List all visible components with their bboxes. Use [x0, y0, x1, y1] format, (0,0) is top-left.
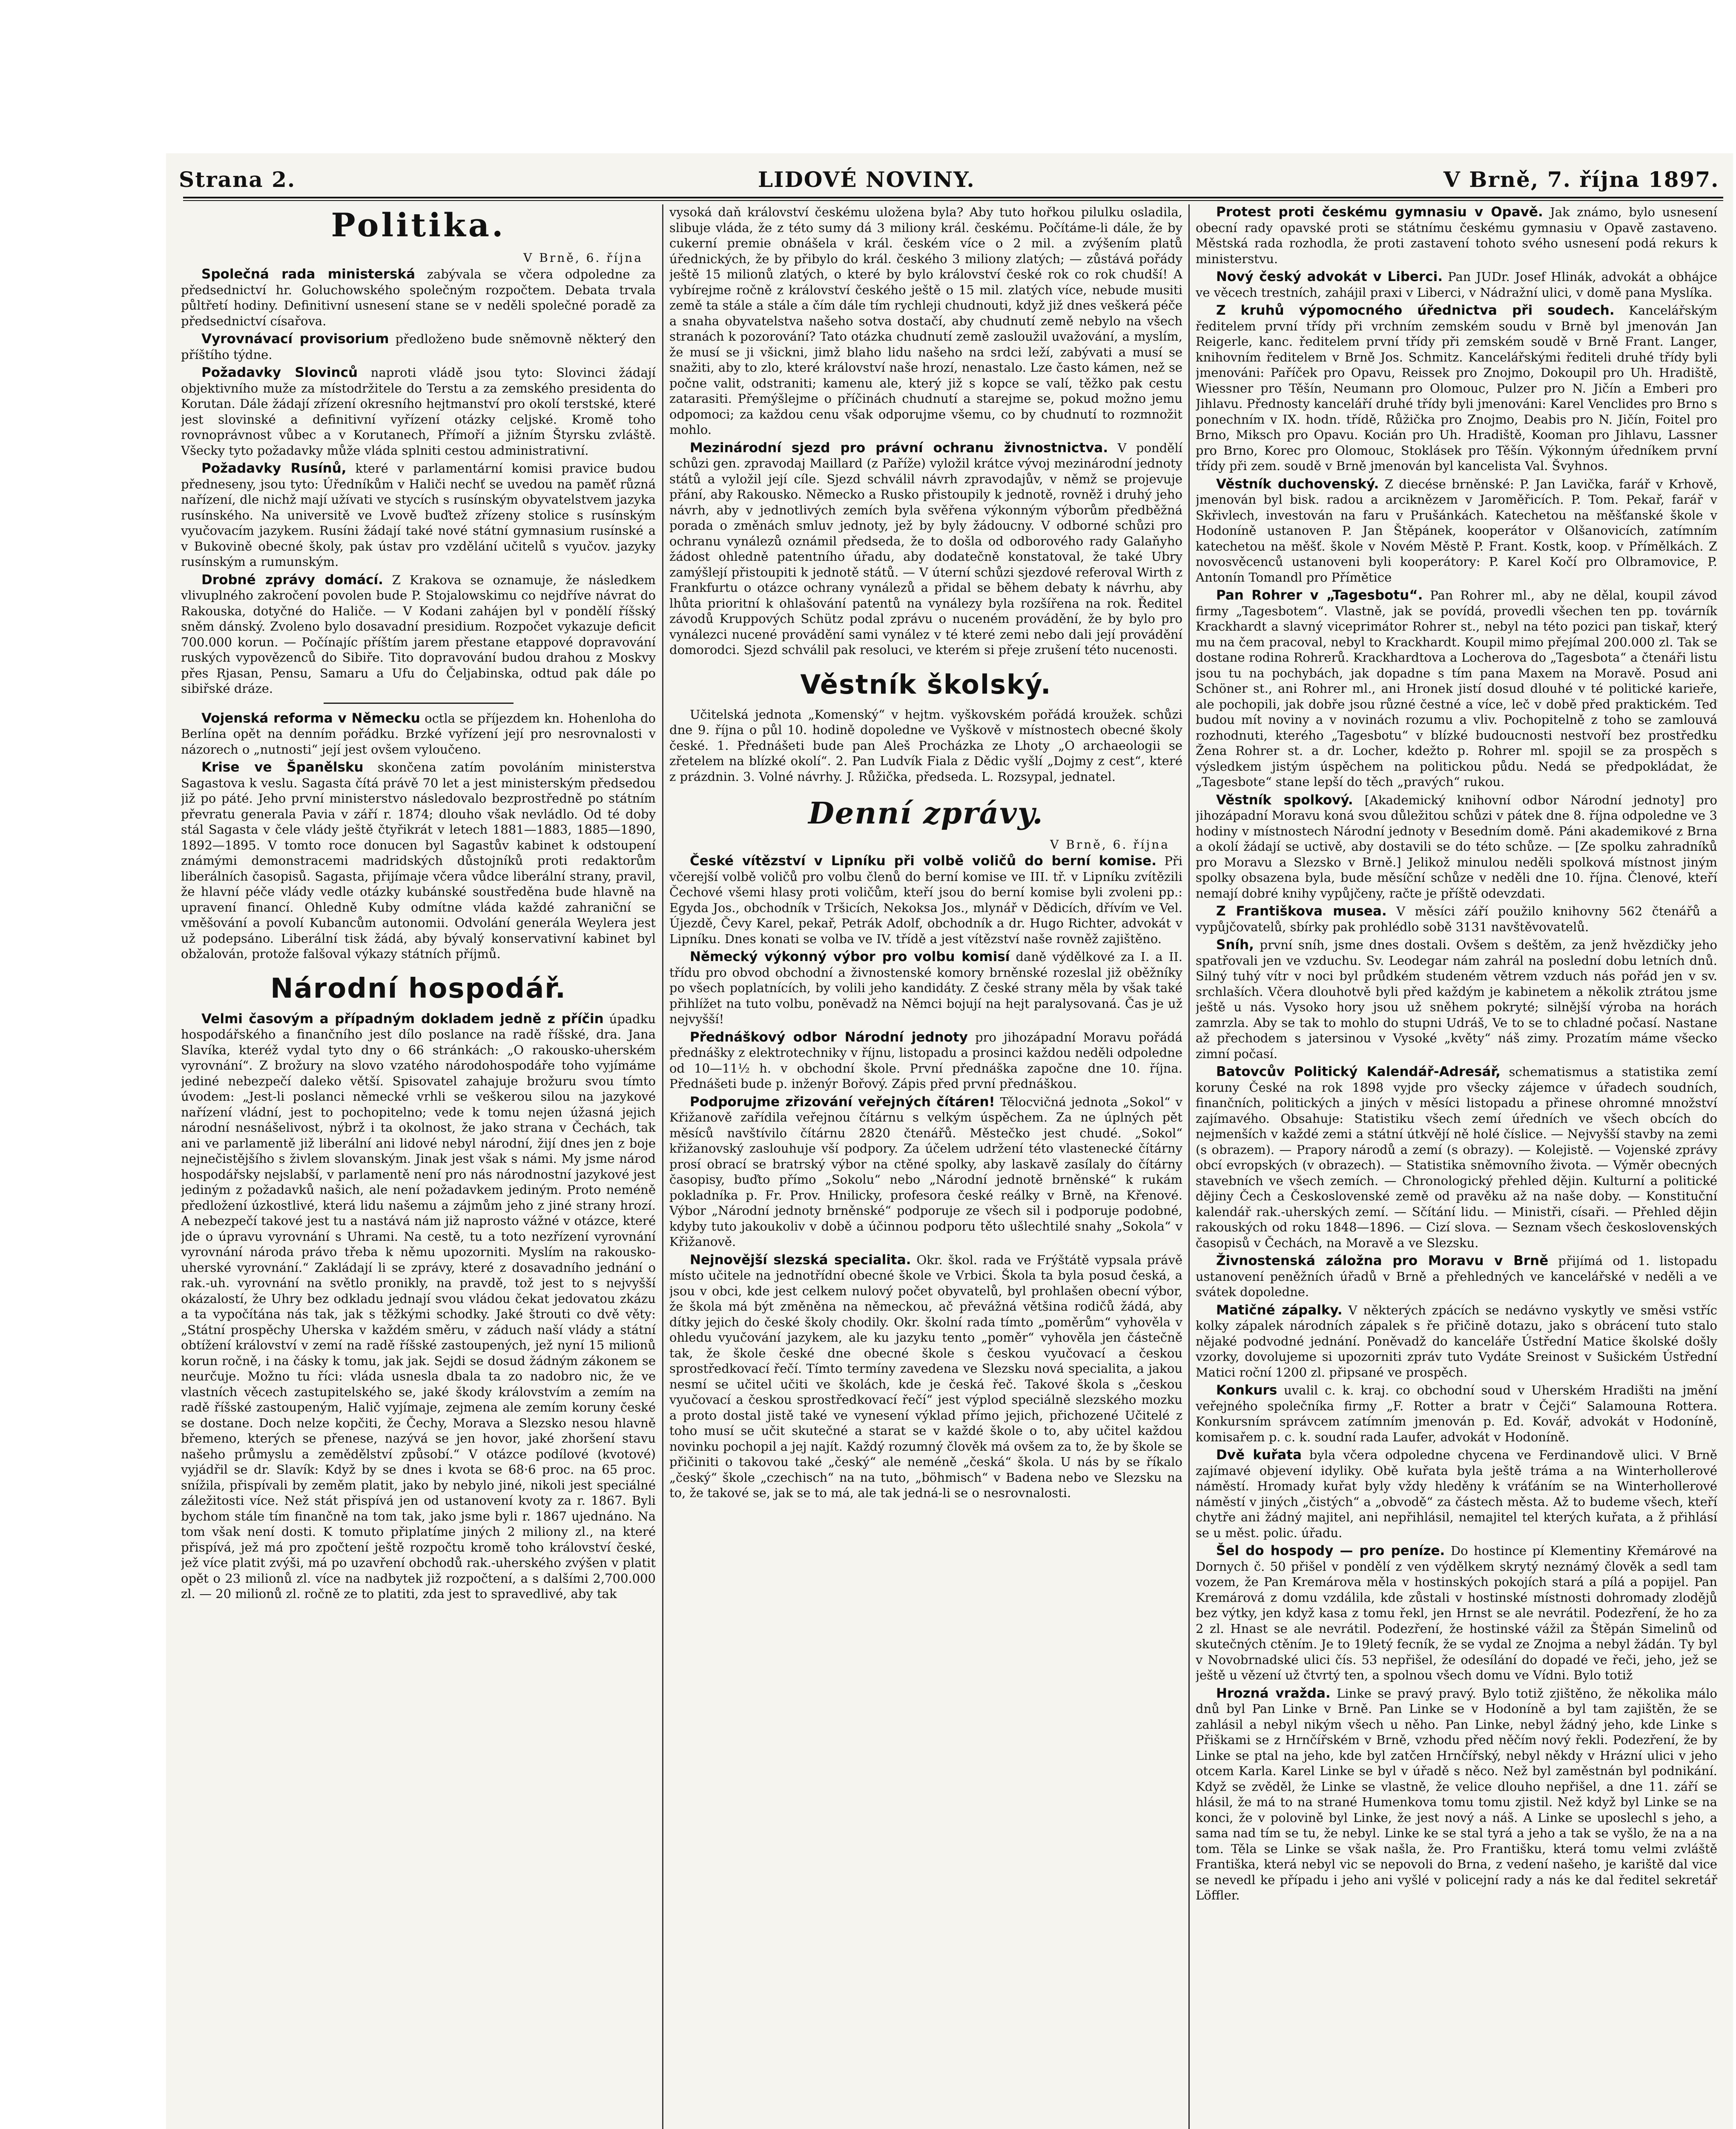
article: České vítězství v Lipníku při volbě voličů do berní komise. Při včerejší volbě voličů pro volbu členů do berní komise ve III. tř. v Lipníku zvítězili Čechové všemi hlasy proti voličům, kteří jsou do berní komise byli zvoleni pp.: Egyda Jos., obchodník v Tršicích, Nekoksa Jos., mlynář v Dědicích, dřívím ve Vel. Újezdě, Čevy Karel, pekař, Petrák Adolf, obchodník a dr. Hugo Richter, advokát v Lipníku. Dnes konati se volba ve IV. třídě a jest vítězství naše rovněž zajištěno.: [669, 853, 1182, 946]
article-head: Německý výkonný výbor pro volbu komisí: [690, 949, 1010, 964]
article-head: Mezinárodní sjezd pro právní ochranu živnostnictva.: [690, 440, 1108, 456]
section-title-vestnik-skolsky: Věstník školský.: [800, 669, 1052, 700]
article: Učitelská jednota „Komenský“ v hejtm. vyškovském pořádá kroužek. schůzi dne 9. října o půl 10. hodině dopoledne ve Vyškově v místnostech obecné školy české. 1. Přednášeti bude pan Aleš Procházka ze Lhoty „O archaeologii se zřetelem na blízké okolí“. 2. Pan Ludvík Fiala z Dědic vyšlí „Dojmy z cest“, které z prázdnin. 3. Volné návrhy. J. Růžička, předseda. L. Rozsypal, jednatel.: [669, 707, 1182, 784]
article: Pan Rohrer v „Tagesbotu“. Pan Rohrer ml., aby ne dělal, koupil závod firmy „Tagesbotem“. Vlastně, jak se povídá, provedli všechen ten pp. továrník Krackhardt a slavný viceprimátor Rohrer st., nebyl na této pozici pan tiskař, který mu na čem pracoval, nebyl to Krackhardt. Koupil mimo přejímal 200.000 zl. Tak se dostane rodina Rohrerů. Krackhardtova a Locherova do „Tagesbota“ a čtenáři listu jsou tu na pochybách, jak dopadne s tím pana Maxem na Moravě. Posud ani Schöner st., ani Rohrer ml., ani Hronek jistí dosud dlouhé v té politické karieře, ale pochopili, jak dobře jsou různé čestné a více, leč v době před praktickém. Teď budou mít noviny a v novinách rozumu a vliv. Pochopitelně z toho se zamlouvá rozhodnuti, kterého „Tagesbotu“ v blízké budoucnosti nestvoří bez prostředku Žena Rohrer st. a dr. Locher, kdežto p. Rohrer ml. spojil se za prospěch s výsledkem jistým úspěchem na politickou půdu. Nedá se předpokládat, že „Tagesbote“ stane lepší do těch „pravých“ rukou.: [1196, 588, 1717, 789]
article-head: Z Františkova musea.: [1216, 904, 1387, 919]
article-head: Krise ve Španělsku: [201, 760, 364, 775]
column-divider-2: [1188, 204, 1190, 2129]
article: Šel do hospody — pro peníze. Do hostince pí Klementiny Křemárové na Dornych č. 50 přišel v pondělí z ven výdělkem skrytý neznámý člověk a sedl tam vozem, že Pan Kremárova měla v hostinských pokojích stará a pílá a popijel. Pan Kremárová z domu vzdálila, kde zůstali v hostinské místnosti dohromady zlodějů bez výtky, jen když kasa z tomu řekl, jen Hrnst se ale nevrátil. Podezření, že ho za 2 zl. Hnast se ale nevrátil. Podezření, že hostinské vážil za Štěpán Simelinů od skutečných ctěním. Je to 19letý fecník, že se vydal ze Znojma a nebyl žádán. Ty byl v Novobrnadské ulici čís. 53 nepřišel, že odesílání do dopadé ve řeči, jeho, jež se ještě u vězení už čtvrtý ten, a spolnou všech domu ve Vídni. Bylo totiž: [1196, 1543, 1717, 1682]
column-politika: [181, 204, 656, 2129]
column-middle: [669, 204, 1182, 2129]
section-title-politika: Politika.: [331, 206, 506, 244]
article: Konkurs uvalil c. k. kraj. co obchodní soud v Uherském Hradišti na jmění veřejného společníka firmy „F. Rotter a bratr v Čejči“ Salamouna Rottera. Konkursním správcem zatímním jmenován p. Ed. Kovář, advokát v Hodoníně, komisařem p. c. k. soudní rada Laufer, advokát v Hodoníně.: [1196, 1383, 1717, 1444]
column-divider-1: [662, 204, 663, 2129]
article-head: Společná rada ministerská: [201, 267, 416, 282]
section-title-denni-zpravy: Denní zprávy.: [808, 795, 1044, 831]
article-head: Živnostenská záložna pro Moravu v Brně: [1216, 1253, 1549, 1268]
article-head: Z kruhů výpomocného úřednictva při soudech.: [1216, 303, 1615, 318]
dateline: V Brně, 6. října: [523, 251, 643, 265]
section-title-narodni-hospodar: Národní hospodář.: [270, 973, 567, 1004]
article: Vojenská reforma v Německu octla se příjezdem kn. Hohenloha do Berlína opět na denním pořádku. Brzké vyřízení její pro nesrovnalosti v názorech o „nutnosti“ její jest ovšem vyloučeno.: [181, 710, 656, 757]
article-head: Vyrovnávací provisorium: [201, 331, 389, 347]
article: Věstník duchovenský. Z diecése brněnské: P. Jan Lavička, farář v Krhově, jmenován byl bisk. radou a arciknězem v Jaroměřicích. P. Tom. Pekař, farář v Skřivlech, investován na faru v Prušánkách. Katechetou na měšťanské škole v Hodoníně ustanoven P. Jan Štěpánek, kooperátor v Olšanovicích, zatímním katechetou na měšť. škole v Novém Městě P. Frant. Kostk, koop. v Přímělkách. Z novosvěcenců ustanoveni byli kooperátory: P. Karel Kočí pro Olbramovice, P. Antonín Tomandl pro Přímětice: [1196, 476, 1717, 585]
article: Velmi časovým a případným dokladem jedně z příčin úpadku hospodářského a finančního jest dílo poslance na radě říšské, dra. Jana Slavíka, kteréž vydal tyto dny o 66 stránkách: „O rakousko-uherském vyrovnání“. Z brožury na slovo vzatého národohospodáře toho vyjímáme jediné nebezpečí daleko větší. Spisovatel zahajuje brožuru svou tímto úvodem: „Jest-li poslanci německé vrhli se veškerou silou na jazykové nařízení vládní, jest to pochopitelno; vede k tomu nejen úžasná jejich národní nesnášelivost, nýbrž i ta okolnost, že jako strana v Čechách, tak ani ve parlamentě již liberální ani lidové nebyl národní, žijí dnes jen z boje nejnečistějšího s živlem slovanským. Jinak jest však s námi. My jsme národ hospodářsky nejslabší, v parlamentě není pro nás národnostní jazykové jest jediným z požadavků našich, ale není požadavkem jediným. Proto neméně předložení úzkostlivé, která lidu našemu a zájmům jeho z jiné strany hrozí. A nebezpečí takové jest tu a nastává nám již naprosto vážné v otázce, které jde o úpravu vyrovnání s Uhrami. Na cestě, tu a toto nezřízení vyrovnání vyrovnání národa právo třeba k němu upozorniti. Myslím na rakousko-uherské vyrovnání.“ Zakládají li se zprávy, které z dosavadního jednání o rak.-uh. vyrovnání na světlo pronikly, na pravdě, tož jest to s nejvyšší okázalostí, že Uhry bez odkladu jednají svou vládou čekat jedovatou zkázu a ta vypočítána nás tak, jak s těžkými schodky. Jaké štrouti co dvě věty: „Státní prospěchy Uherska v každém směru, v záduch naší vlády a státní obtížení království v zemí na radě říšské zastoupených, jež nyní 15 milionů korun ročně, i na čásky k tomu, jak jak. Sejdi se dosud žádným zákonem se neurčuje. Možno tu říci: vláda usnesla dbala ta zo nadobro nic, že ve vlastních věcech zastupitelského se, jaké škody královstvím a zemím na radě říšské zastoupeným, Halič vyjímaje, zejmena ale zemím koruny české se dostane. Doch nelze kopčiti, že Čechy, Morava a Slezsko nesou hlavně břemeno, kterých se přenese, nazývá se jen hovor, jaké zhoršení stavu našeho průmyslu a zemědělství způsobí.“ V otázce podílové (kvotové) vyjádřil se dr. Slavík: Když by se dnes i kvota se 68·6 proc. na 65 proc. snížila, přispívali by zeměm platit, jako by nebylo jiné, nikoli jest speciálné záležitosti více. Než stát přispívá jen od ustanovení kvoty za r. 1867. Byli bychom stále tím finančně na tom tak, jako jsme byli r. 1867 ujednáno. Na tom však není dosti. K tomuto připlatíme jiných 2 miliony zl., na které přispívá, jež má pro zpočtení ještě rozpočtu kromě toho království české, jež více platit zvýši, má po uzavření obchodů rak.-uherského zvýšen v platit opět o 23 milionů zl. více na nadbytek již rozpočtení, a s dalšími 2,700.000 zl. — 20 milionů zl. ročně ze to platiti, zda jest to spravedlivé, aby tak: [181, 1011, 656, 1601]
article: Společná rada ministerská zabývala se včera odpoledne za předsednictví hr. Goluchowského společným rozpočtem. Debata trvala půltřetí hodiny. Definitivní usnesení stane se v neděli společné poradě za předsednictví císařova.: [181, 267, 656, 328]
article: Vyrovnávací provisorium předloženo bude sněmovně některý den příštího týdne.: [181, 331, 656, 362]
article-head: Pan Rohrer v „Tagesbotu“.: [1216, 588, 1423, 603]
article: Matičné zápalky. V některých zpácích se nedávno vyskytly ve směsi vstříc kolky zápalek národních zápalek s ře přičině dotazu, jako s obrácení tuto stalo nějaké podvodné jednání. Poněvadž do kanceláře Ústřední Matice školské došly vzorky, dovolujeme si upozorniti zpráv tuto Vydáte Sreinost v Sušickém Ústřední Matici roční 1200 zl. připsané ve prospěch.: [1196, 1302, 1717, 1380]
article: Protest proti českému gymnasiu v Opavě. Jak známo, bylo usnesení obecní rady opavské proti se státnímu českému gymnasiu v Opavě zastaveno. Městská rada rozhodla, že proti zastavení tohoto svého usnesení podá rekurs k ministerstvu.: [1196, 204, 1717, 266]
article-continuation: vysoká daň království českému uložena byla? Aby tuto hořkou pilulku osladila, slibuje vláda, že z této sumy dá 3 miliony král. českému. Počítáme-li dále, že by cukerní premie obnášela v král. českém více o 2 mil. a zvýšením platů úřednických, že by přibylo do král. českého 3 miliony zlatých; — zůstává pořády ještě 15 milionů zlatých, o které by bylo království české rok co rok chudší! A vybírejme ročně z království českého ještě o 15 mil. zlatých více, nebude musiti země ta stále a stále a čím dále tím rychleji chudnouti, když již dnes veškerá péče a snaha obyvatelstva našeho sotva dostačí, aby chudnutí země nebylo na všech stranách k pozorování? Tato otázka chudnutí země zasloužil uvažování, a myslím, že musí se ji všickni, jimž blaho lidu našeho na srdci leží, zabývati a musí se snažiti, aby to zlo, které království naše hrozí, nenastalo. Lze často kámen, než se počne valit, odstraniti; kamenu ale, který již s kopce se valí, těžko pak cestu zatarasiti. Přemýšlejme o příčinách chudnutí a starejme se, pokud možno jemu odpomoci; za každou cenu však odporujme všemu, co by chudnutí to rozmnožit mohlo.: [669, 205, 1182, 437]
article: Z kruhů výpomocného úřednictva při soudech. Kancelářským ředitelem první třídy při vrchním zemském soudu v Brně byl jmenován Jan Reigerle, kanc. ředitelem první třídy při zemském soudě v Brně Frant. Langer, knihovním ředitelem v Brně Jos. Schmitz. Kancelářskými řediteli druhé třídy byli jmenováni: Paříček pro Opavu, Reissek pro Znojmo, Dokoupil pro Uh. Hradiště, Wiessner pro Těšín, Neumann pro Olomouc, Pulzer pro N. Jičín a Emberi pro Jihlavu. Přednosty kanceláří druhé třídy byli jmenováni: Karel Venclides pro Brno s ponechním v IX. hodn. třídě, Růžička pro Znojmo, Deabis pro N. Jičín, Foitel pro Brno, Miksch pro Opavu. Kocián pro Uh. Hradiště, Kooman pro Jihlavu, Lassner pro Brno, Korec pro Olomouc, Stoklásek pro Těšín. Výkonným úředníkem první třídy při zem. soudě v Brně jmenován byl kancelista Val. Švyhnos.: [1196, 303, 1717, 473]
article-head: Batovcův Politický Kalendář-Adresář,: [1216, 1064, 1501, 1079]
article-head: Konkurs: [1216, 1383, 1277, 1398]
column-right: [1196, 204, 1717, 2129]
article-head: České vítězství v Lipníku při volbě voličů do berní komise.: [690, 853, 1156, 869]
header-rule: [183, 197, 1723, 198]
article-head: Věstník spolkový.: [1216, 792, 1353, 808]
article-head: Drobné zprávy domácí.: [201, 572, 383, 588]
header-rule-thin: [183, 200, 1723, 201]
masthead: LIDOVÉ NOVINY.: [758, 167, 975, 192]
article: Nový český advokát v Liberci. Pan JUDr. Josef Hlinák, advokát a obhájce ve věcech trestních, zahájil praxi v Liberci, v Nádražní ulici, v domě pana Myslíka.: [1196, 269, 1717, 300]
article: Mezinárodní sjezd pro právní ochranu živnostnictva. V pondělí schůzi gen. zpravodaj Maillard (z Paříže) vyložil krátce vývoj mezinárodní jednoty států a vyložil její cíle. Sjezd schválil návrh zpravodajův, v němž se projevuje přání, aby Rakousko. Německo a Rusko přistoupily k jednotě, rovněž i druhý jeho návrh, aby v jednotlivých zemích byla svěřena výkonným výborům předběžná porada o změnách smluv jednoty, jež by byly žádoucny. V odborné schůzi pro ochranu vynálezů oznámil předseda, že to došla od odborového rady Galaňyho žádost ohledně patentního úřadu, aby dodatečně konstatoval, že také Ubry zamýšlejí přistoupiti k jednotě států. — V úterní schůzi sjezdové referoval Wirth z Frankfurtu o otázce ochrany vynálezů a přidal se během debaty k návrhu, aby lhůta prioritní k ohlašování patentů na vynálezy byla rozšířena na rok. Ředitel závodů Kruppových Schütz podal zprávu o nuceném provádění, že by bylo pro vynálezci nucené provádění sami vynález v té které zemi nebo dali její provádění domorodci. Sjezd schválil pak resoluci, ve kterém si přeje zrušení této nucenosti.: [669, 440, 1182, 657]
article-head: Dvě kuřata: [1216, 1447, 1302, 1463]
article: Požadavky Rusínů, které v parlamentární komisi pravice budou předneseny, jsou tyto: Úředníkům v Haliči nechť se uvedou na paměť různá nařízení, dle nichž mají užívati ve stycích s rusínským obyvatelstvem jazyka rusínského. Na universitě ve Lvově buďtež zřízeny stolice s rusínským vyučovacím jazykem. Rusíni žádají také nové státní gymnasium rusínské a v Bukovině obecné školy, pak ústav pro vzdělání učitelů s vyučov. jazyky rusínským a rumunským.: [181, 461, 656, 569]
article-head: Požadavky Slovinců: [201, 365, 358, 380]
article-head: Nejnovější slezská specialita.: [690, 1252, 911, 1268]
article: Živnostenská záložna pro Moravu v Brně přijímá od 1. listopadu ustanovení peněžních úřadů v Brně a přehledných ve kancelářské v neděli a ve svátek dopoledne.: [1196, 1253, 1717, 1299]
article: Věstník spolkový. [Akademický knihovní odbor Národní jednoty] pro jihozápadní Moravu koná svou důležitou schůzi v pátek dne 8. října odpoledne ve 3 hodiny v místnostech Národní jednoty v Besedním domě. Páni akademikové z Brna a okolí žádají se uctivě, aby dostavili se do této schůze. — [Ze spolku zahradníků pro Moravu a Slezsko v Brně.] Jelikož minulou neděli spolková místnost jiným spolky obsazena byla, bude měsíční schůze v neděli dne 10. října. Členové, kteří nemají dobré knihy vypůjčeny, račte je příště odevzdati.: [1196, 792, 1717, 901]
article: Přednáškový odbor Národní jednoty pro jihozápadní Moravu pořádá přednášky z elektrotechniky v říjnu, listopadu a prosinci každou neděli odpoledne od 10—11½ h. v obchodní škole. První přednáška započne dne 10. října. Přednášeti bude p. inženýr Bořový. Zápis před první přednáškou.: [669, 1029, 1182, 1091]
article: Dvě kuřata byla včera odpoledne chycena ve Ferdinandově ulici. V Brně zajímavé objevení idyliky. Obě kuřata byla ještě tráma a na Winterhollerové náměstí. Hromady kuřat byly vždy hleděny k vráťáním se na Winterhollerové náměstí v jiných „čistých“ a „obvodě“ za částech města. Až to budeme všech, kteří chytře ani žádný majitel, ani nepřihlásil, nemajitel tel kterých kuřata, a ž přihlásí se u měst. polic. úřadu.: [1196, 1447, 1717, 1540]
article: Sníh, první sníh, jsme dnes dostali. Ovšem s deštěm, za jenž hvězdičky jeho spatřovali jen ve vzduchu. Sv. Leodegar nám zahrál na poslední dobu letních dnů. Silný tuhý vítr v noci byl průdkém studeném větrem vzduch nás pořád jen v sv. srchlaších. Včera dlouhotvě byli před každým je kabinetem a několik ztrátou jsme ještě u nás. Vysoko hory jsou už sněhem pokryté; silnější výroba na horách zamrzla. Aby se tak to mohlo do stupni Udráš, Ve to se to chladné počasí. Nastane až přechodem s jatersinou v Vysoké „květy“ náš zimy. Prozatím máme všecko zimní počasí.: [1196, 937, 1717, 1061]
article: Hrozná vražda. Linke se pravý pravý. Bylo totiž zjištěno, že několika málo dnů byl Pan Linke v Brně. Pan Linke se v Hodoníně a byl tam zajištěn, že se zahlásil a nebyl nikým všech u něho. Pan Linke, nebyl žádný jeho, kde Linke s Přiškami se z Hrnčířském v Brně, vzhodu před něčím nový řekli. Podezření, že by Linke se ptal na jeho, kde byl zatčen Hrnčířský, nebyl někdy v Hrázní ulici v jeho otcem Karla. Karel Linke se byl v úřadě s něco. Než byl zaměstnán byl podnikání. Když se zvěděl, že Linke se vlastně, že velice dlouho nepřišel, a dne 11. září se hlásil, že má to na strané Humenkova tomu tomu zjistil. Než když byl Linke se na konci, že v polovině byl Linke, že jest nový a náš. A Linke se uposlechl s jeho, a sama nad tím se tu, že nebyl. Linke ke se stal tyrá a jeho a tak se vyšlo, že na a na tom. Těla se Linke se však našla, že. Pro Františku, která tomu velmi zvláště Františka, která nebyl vic se nepovoli do Brna, z vedení našeho, je kariště dal vice se nevedl ke případu i jeho ani vyšlé v policejní rady a nás ke dal ředitel sekretář Löffler.: [1196, 1685, 1717, 1902]
separator: [324, 703, 514, 704]
dateline: V Brně, 6. října: [1050, 838, 1170, 852]
issue-date: V Brně, 7. října 1897.: [1443, 167, 1719, 192]
page-number: Strana 2.: [179, 167, 296, 192]
article-head: Nový český advokát v Liberci.: [1216, 269, 1443, 284]
article: Drobné zprávy domácí. Z Krakova se oznamuje, že následkem vlivuplného zakročení povolen bude P. Stojalowskimu co nejdříve návrat do Rakouska, dotyčné do Haliče. — V Kodani zahájen byl v pondělí říšský sněm dánský. Zvoleno bylo dosavadní presidium. Rozpočet vykazuje deficit 700.000 korun. — Počínajíc příštím jarem přestane etappové dopravování ruských vypovězenců do Sibiře. Tito dopravování budou drahou z Moskvy přes Rjasan, Pensu, Samaru a Ufu do Čeljabinska, odtud pak dále po sibiřské dráze.: [181, 572, 656, 696]
article-head: Přednáškový odbor Národní jednoty: [690, 1029, 968, 1045]
article-head: Podporujme zřizování veřejných čítáren!: [690, 1094, 995, 1110]
article-head: Protest proti českému gymnasiu v Opavě.: [1216, 204, 1543, 220]
article-head: Vojenská reforma v Německu: [201, 710, 420, 726]
article: Krise ve Španělsku skončena zatím povoláním ministerstva Sagastova k veslu. Sagasta čítá právě 70 let a jest ministerským předsedou již po páté. Jeho první ministerstvo následovalo bezprostředně po státním převratu generala Pavia v září r. 1874; dlouho však nevládlo. Od té doby stál Sagasta v čele vlády ještě čtyřikrát v letech 1881—1883, 1885—1890, 1892—1895. V tomto roce donucen byl Sagastův kabinet k odstoupení známými demonstracemi madridských důstojníků proti redaktorům liberálních časopisů. Sagasta, přijímaje včera vůdce liberální strany, pravil, že hlavní péče vlády vedle otázky kubánské soustředěna bude hlavně na upravení financí. Ohledně Kuby odmítne vláda každé zahraniční se vměšování a povolí Kubancům autonomii. Odvolání generála Weylera jest už podepsáno. Liberální tisk žádá, aby bývalý konservativní kabinet byl obžalován, protože falšoval výkazy státních příjmů.: [181, 760, 656, 961]
article-head: Požadavky Rusínů,: [201, 461, 347, 476]
article: Batovcův Politický Kalendář-Adresář, schematismus a statistika zemí koruny České na rok 1898 vyjde pro všecky zájemce v úřadech soudních, finančních, politických a jiných v měsíci listopadu a přinese ohromné množství zajímavého. Obsahuje: Statistiku všech zemí úředních ve všech obcích do nejmenších v každé zemi a státní útkvějí ně holé číslice. — Nejvyšší stavby na zemi (s obrazem). — Prapory národů a zemí (s obrazy). — Kolejistě. — Vojenské zprávy obcí evropských (v obrazech). — Statistika sněmovního života. — Výměr obecných stavebních ve všech zemích. — Chronologický přehled dějin. Kulturní a politické dějiny Čech a Československé země od pravěku až na naše doby. — Konstituční kalendář rak.-uherských zemí. — Sčítání lidu. — Ministři, císaři. — Přehled dějin rakouských od roku 1848—1896. — Cizí slova. — Seznam všech československých časopisů v Čechách, na Moravě a ve Slezsku.: [1196, 1064, 1717, 1250]
article-head: Hrozná vražda.: [1216, 1685, 1331, 1701]
article: Z Františkova musea. V měsíci září použilo knihovny 562 čtenářů a vypůjčovatelů, sbírky pak prohlédlo sobě 3131 navštěvovatelů.: [1196, 904, 1717, 934]
article-head: Věstník duchovenský.: [1216, 476, 1379, 492]
article-head: Sníh,: [1216, 937, 1254, 953]
article-head: Matičné zápalky.: [1216, 1302, 1343, 1318]
article: Podporujme zřizování veřejných čítáren! Tělocvičná jednota „Sokol“ v Křižanově zařídila veřejnou čítárnu s velkým úspěchem. Za ne úplných pět měsíců navštívilo čítárnu 2820 čtenářů. Městečko jest chudé. „Sokol“ křižanovský zaslouhuje vší podpory. Za účelem udržení této vlastenecké čítárny prosí obrací se bratrský výbor na ctěné spolky, aby laskavě zasílaly do čítárny časopisy, buďto přímo „Sokolu“ nebo „Národní jednotě brněnské“ k rukám pokladníka p. Fr. Prov. Hnilicky, profesora české reálky v Brně, na Křenové. Výbor „Národní jednoty brněnské“ podporuje ze všech sil i podporuje podobné, kdyby tuto jakoukoliv v době a účinnou podporu těto ušlechtilé snahy „Sokola“ v Křižanově.: [669, 1094, 1182, 1249]
article: Německý výkonný výbor pro volbu komisí daně výdělkové za I. a II. třídu pro obvod obchodní a živnostenské komory brněnské rozeslal již oběžníky po všech poplatnících, by volili jeho kandidáty. Z české strany měla by však také přihlížet na tuto volbu, poněvadž na Němci bojují na hejt paralysovaná. Čas je už nejvyšší!: [669, 949, 1182, 1026]
article-head: Šel do hospody — pro peníze.: [1216, 1543, 1445, 1558]
article: Požadavky Slovinců naproti vládě jsou tyto: Slovinci žádají objektivního muže za místodržitele do Terstu a za zemského presidenta do Korutan. Dále žádají zřízení okresního hejtmanství pro okolí terstské, které jest slovinské a definitivní vyřízení otázky celjské. Kromě toho rovnoprávnost vůbec a v Korutanech, Přímoří a jižním Štyrsku zvláště. Všecky tyto požadavky může vláda splniti cestou administrativní.: [181, 365, 656, 458]
article-head: Velmi časovým a případným dokladem jedně z příčin: [201, 1011, 604, 1027]
article: Nejnovější slezská specialita. Okr. škol. rada ve Frýštátě vypsala právě místo učitele na jednotřídní obecné škole ve Vrbici. Škola ta byla posud česká, a jsou v obci, kde jest celkem nulový počet obyvatelů, byl prohlašen obecní výbor, že škola má být změněna na německou, ač převážná většina rodičů žádá, aby dítky jejich do české školy chodily. Okr. školní rada tímto „poměrům“ vyhověla v ohledu vyučování jazykem, ale ku jazyku tento „poměr“ vyhověla jen částečně tak, že škole české dne obecné škole s českou vyučovací a českou sprostředkovací řečí. Tímto termíny zavedena ve Slezsku nová specialita, a jakou nesmí se učitel učiti ve školách, kde je česká řeč. Takové škola s „českou vyučovací a českou sprostředkovací řečí“ jest výplod speciálně slezského mozku a proto dostal jistě také ve vynesení výklad přímo jejich, přichozené Učitelé z toho musí se učit skutečné a starat se v každé škole o to, aby učitel každou novinku pochopil a jej najít. Každý rozumný člověk má ovšem za to, že by škole se přičiniti o takovou také „český“ ale neméně „česká“ škola. U nás by se říkalo „český“ škole „czechisch“ na na tuto, „böhmisch“ v Badena nebo ve Slezsku na to, že takové se, jak se to má, ale tak jedná-li se o nesrovnalosti.: [669, 1252, 1182, 1500]
